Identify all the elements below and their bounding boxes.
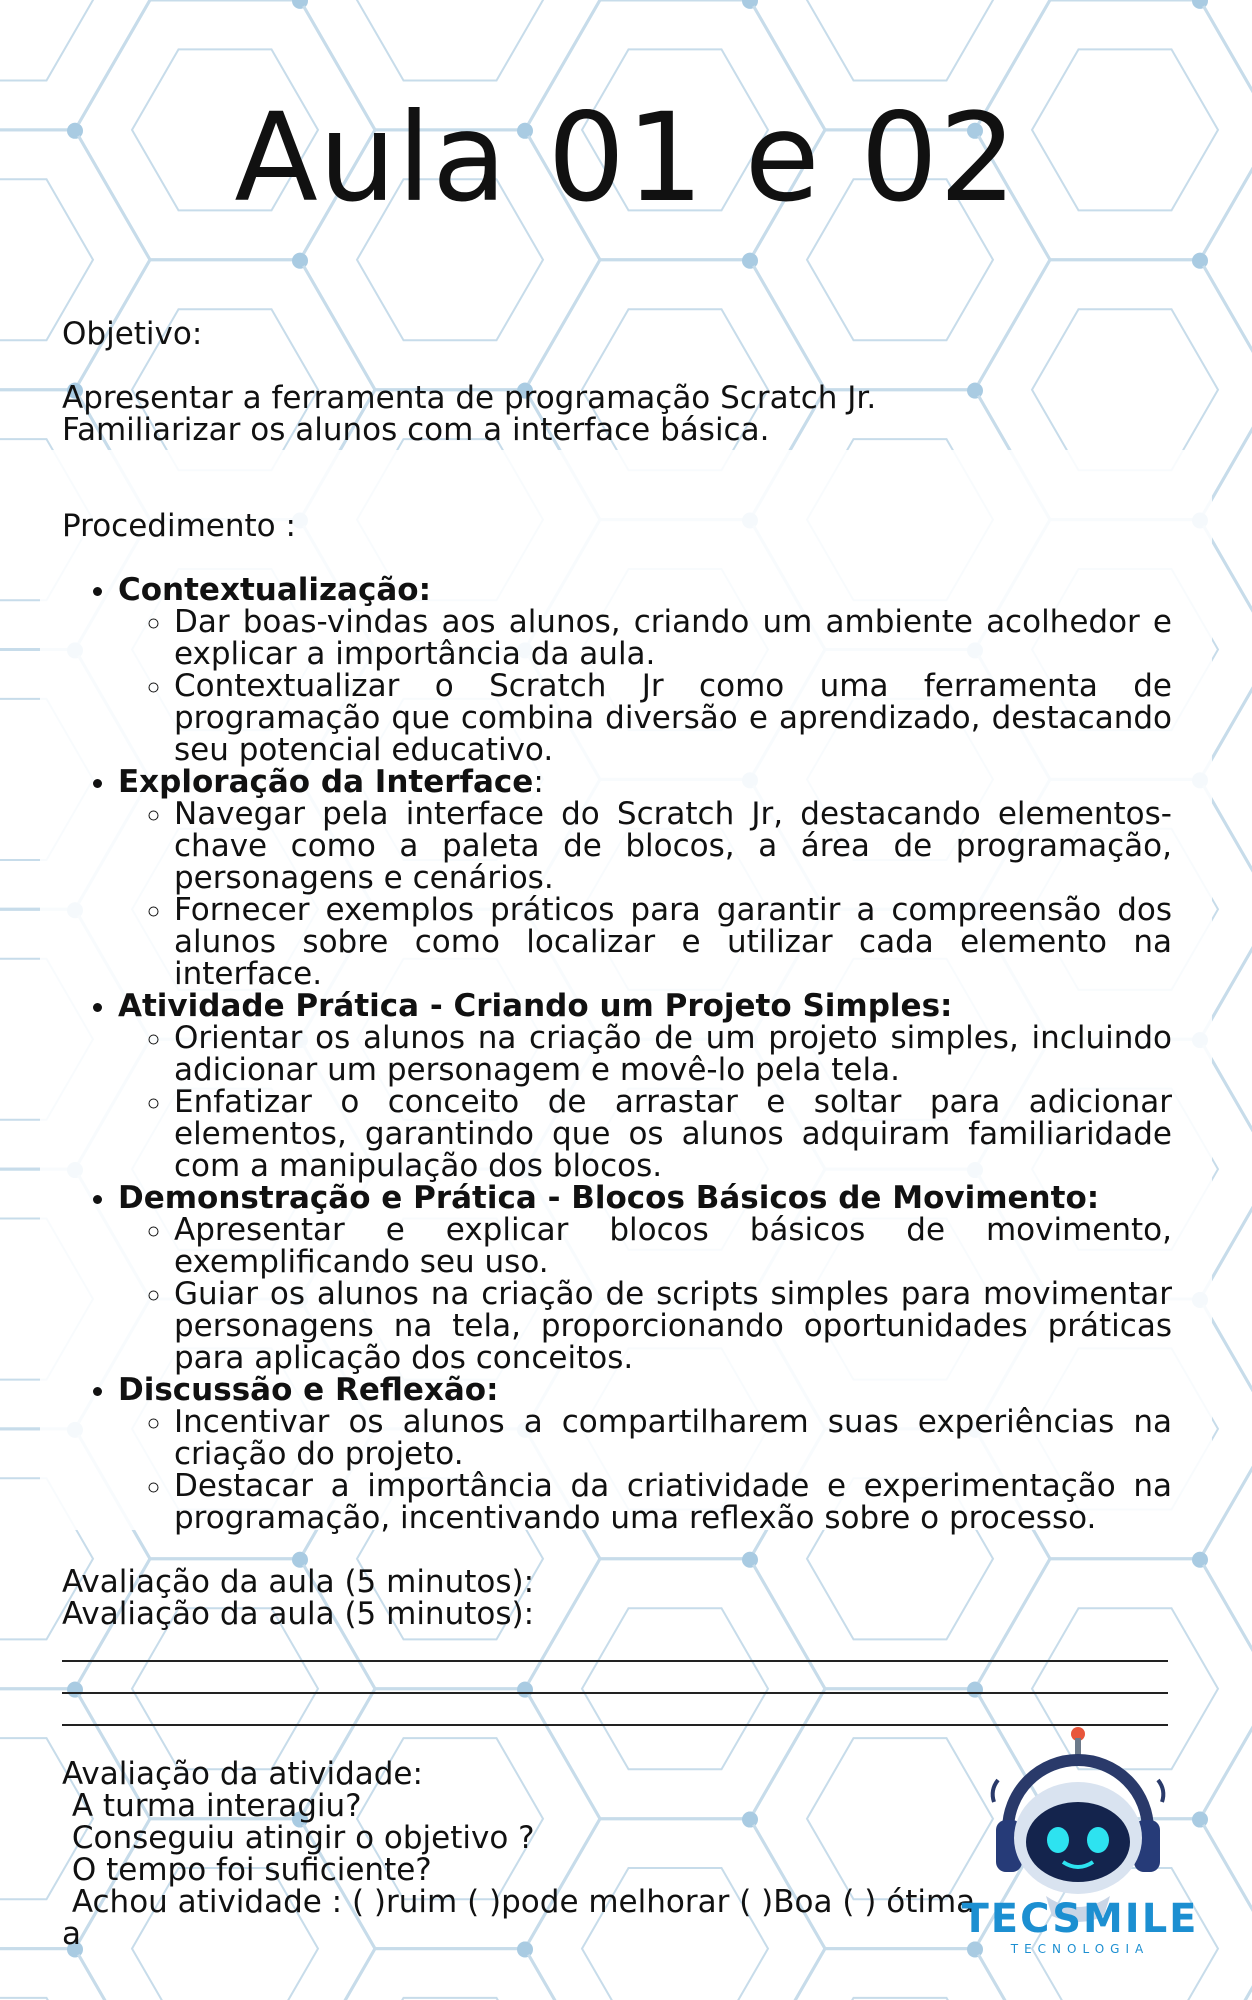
- list-item: [118, 990, 1172, 1182]
- objetivo-line: Familiarizar os alunos com a interface básica.: [62, 412, 770, 448]
- question-line: O tempo foi suficiente?: [62, 1852, 432, 1888]
- question-line: Conseguiu atingir o objetivo ?: [62, 1820, 535, 1856]
- sub-list: [118, 1406, 1172, 1534]
- objetivo-line: Apresentar a ferramenta de programação Scratch Jr.: [62, 380, 877, 416]
- avaliacao-aula: Avaliação da aula (5 minutos):: [62, 1564, 535, 1600]
- sub-item: ◦ Incentivar os alunos a compartilharem suas experiências na criação do projeto.: [174, 1406, 1172, 1470]
- item-heading: Discussão e Reflexão:: [118, 1372, 499, 1408]
- trailing-text: a: [62, 1916, 81, 1952]
- answer-line: [62, 1662, 1168, 1694]
- objetivo-label: Objetivo:: [62, 316, 203, 352]
- item-heading: Contextualização:: [118, 572, 431, 608]
- list-item: [118, 766, 1172, 990]
- sub-list: [118, 798, 1172, 990]
- item-heading: Atividade Prática - Criando um Projeto Simples:: [118, 988, 953, 1024]
- sub-list: [118, 606, 1172, 766]
- sub-list: [118, 1022, 1172, 1182]
- sub-list: [118, 1214, 1172, 1374]
- sub-item: ◦ Apresentar e explicar blocos básicos de movimento, exemplificando seu uso.: [174, 1214, 1172, 1278]
- sub-item: ◦ Contextualizar o Scratch Jr como uma ferramenta de programação que combina diversão e aprendizado, destacando seu potencial educativo.: [174, 670, 1172, 766]
- sub-item: ◦ Navegar pela interface do Scratch Jr, destacando elementos-chave como a paleta de blocos, a área de programação, personagens e cenários.: [174, 798, 1172, 894]
- list-item: [118, 1182, 1172, 1374]
- sub-item: ◦ Guiar os alunos na criação de scripts simples para movimentar personagens na tela, proporcionando oportunidades práticas para aplicação dos conceitos.: [174, 1278, 1172, 1374]
- sub-item: ◦ Orientar os alunos na criação de um projeto simples, incluindo adicionar um personagem e movê-lo pela tela.: [174, 1022, 1172, 1086]
- item-heading: Demonstração e Prática - Blocos Básicos de Movimento:: [118, 1180, 1100, 1216]
- sub-item: ◦ Fornecer exemplos práticos para garantir a compreensão dos alunos sobre como localizar e utilizar cada elemento na interface.: [174, 894, 1172, 990]
- list-item: [118, 1374, 1172, 1534]
- brand-tagline: TECNOLOGIA: [1010, 1942, 1150, 1956]
- avaliacao-atividade-label: Avaliação da atividade:: [62, 1756, 423, 1792]
- answer-line: [62, 1630, 1168, 1662]
- item-heading-suffix: :: [533, 764, 544, 800]
- brand-name: TECSMILE: [961, 1896, 1199, 1942]
- sub-item: ◦ Destacar a importância da criatividade e experimentação na programação, incentivando uma reflexão sobre o processo.: [174, 1470, 1172, 1534]
- question-line: Achou atividade : ( )ruim ( )pode melhorar ( )Boa ( ) ótima: [62, 1884, 976, 1920]
- list-item: [118, 574, 1172, 766]
- item-heading: Exploração da Interface: [118, 764, 534, 800]
- avaliacao-aula: Avaliação da aula (5 minutos):: [62, 1596, 535, 1632]
- procedimento-list: [62, 574, 1172, 1534]
- lesson-content: [62, 318, 1172, 1950]
- question-line: A turma interagiu?: [62, 1788, 362, 1824]
- sub-item: ◦ Dar boas-vindas aos alunos, criando um ambiente acolhedor e explicar a importância da aula.: [174, 606, 1172, 670]
- page-title: Aula 01 e 02: [234, 87, 1018, 229]
- sub-item: ◦ Enfatizar o conceito de arrastar e soltar para adicionar elementos, garantindo que os alunos adquiram familiaridade com a manipulação dos blocos.: [174, 1086, 1172, 1182]
- procedimento-label: Procedimento :: [62, 508, 296, 544]
